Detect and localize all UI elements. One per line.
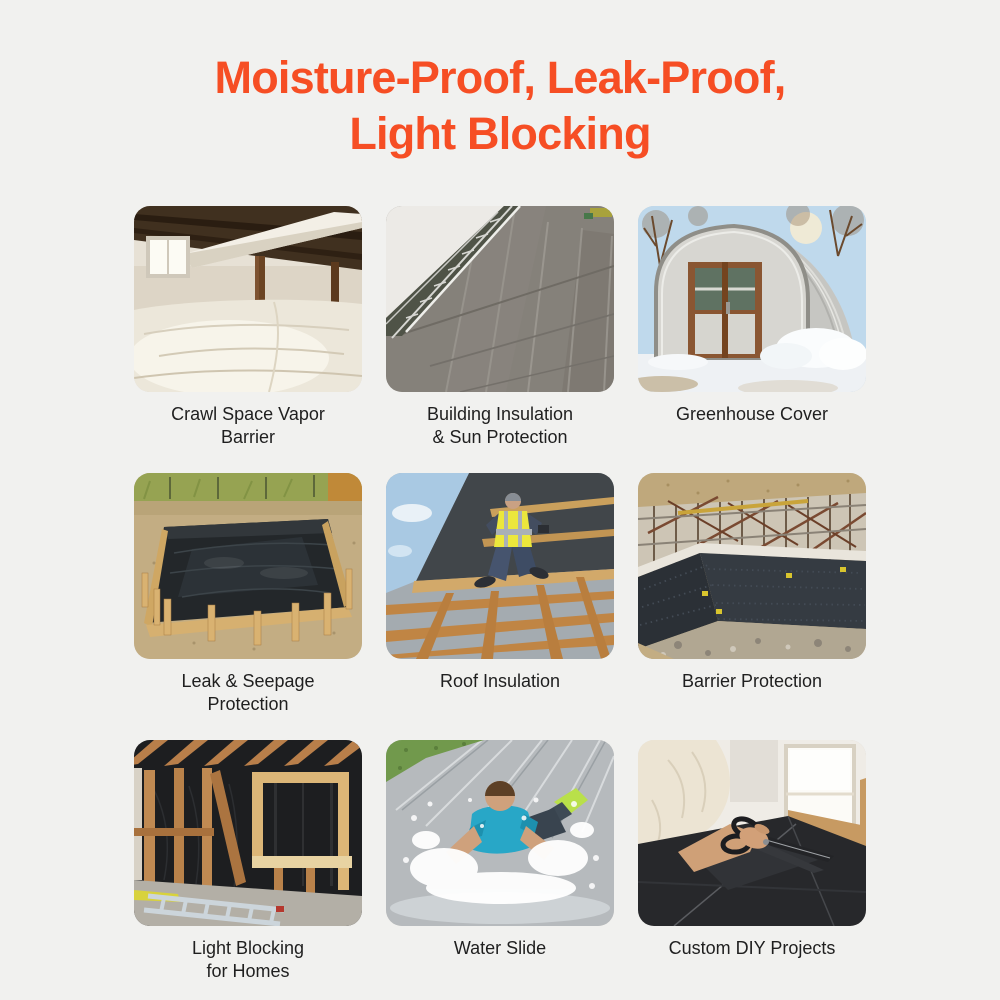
- building-insulation-photo: [386, 206, 614, 392]
- feature-card-roof-insulation: [386, 473, 614, 693]
- feature-caption: Roof Insulation: [439, 671, 561, 691]
- feature-card-building-insulation: [386, 206, 614, 449]
- feature-caption: Crawl Space Vapor Barrier: [171, 404, 325, 447]
- leak-seepage-protection-photo: [134, 473, 362, 659]
- feature-caption: Barrier Protection: [681, 671, 823, 691]
- page-title: [0, 0, 1000, 162]
- feature-card-crawl-space: [134, 206, 362, 449]
- feature-grid: [134, 206, 866, 983]
- feature-card-greenhouse: [638, 206, 866, 426]
- feature-caption: Greenhouse Cover: [675, 404, 829, 424]
- greenhouse-cover-photo: [638, 206, 866, 392]
- barrier-protection-photo: [638, 473, 866, 659]
- title-line-1: Moisture-Proof, Leak-Proof,: [214, 52, 786, 103]
- custom-diy-projects-photo: [638, 740, 866, 926]
- crawl-space-vapor-barrier-photo: [134, 206, 362, 392]
- feature-card-custom-diy: [638, 740, 866, 960]
- feature-caption: Water Slide: [453, 938, 547, 958]
- feature-caption: Leak & Seepage Protection: [181, 671, 315, 714]
- light-blocking-for-homes-photo: [134, 740, 362, 926]
- feature-card-barrier-protection: [638, 473, 866, 693]
- feature-caption: Custom DIY Projects: [668, 938, 836, 958]
- roof-insulation-photo: [386, 473, 614, 659]
- title-line-2: Light Blocking: [349, 108, 651, 159]
- feature-card-light-blocking: [134, 740, 362, 983]
- feature-caption: Light Blocking for Homes: [191, 938, 305, 981]
- feature-caption: Building Insulation & Sun Protection: [426, 404, 574, 447]
- feature-card-leak-seepage: [134, 473, 362, 716]
- water-slide-photo: [386, 740, 614, 926]
- feature-card-water-slide: [386, 740, 614, 960]
